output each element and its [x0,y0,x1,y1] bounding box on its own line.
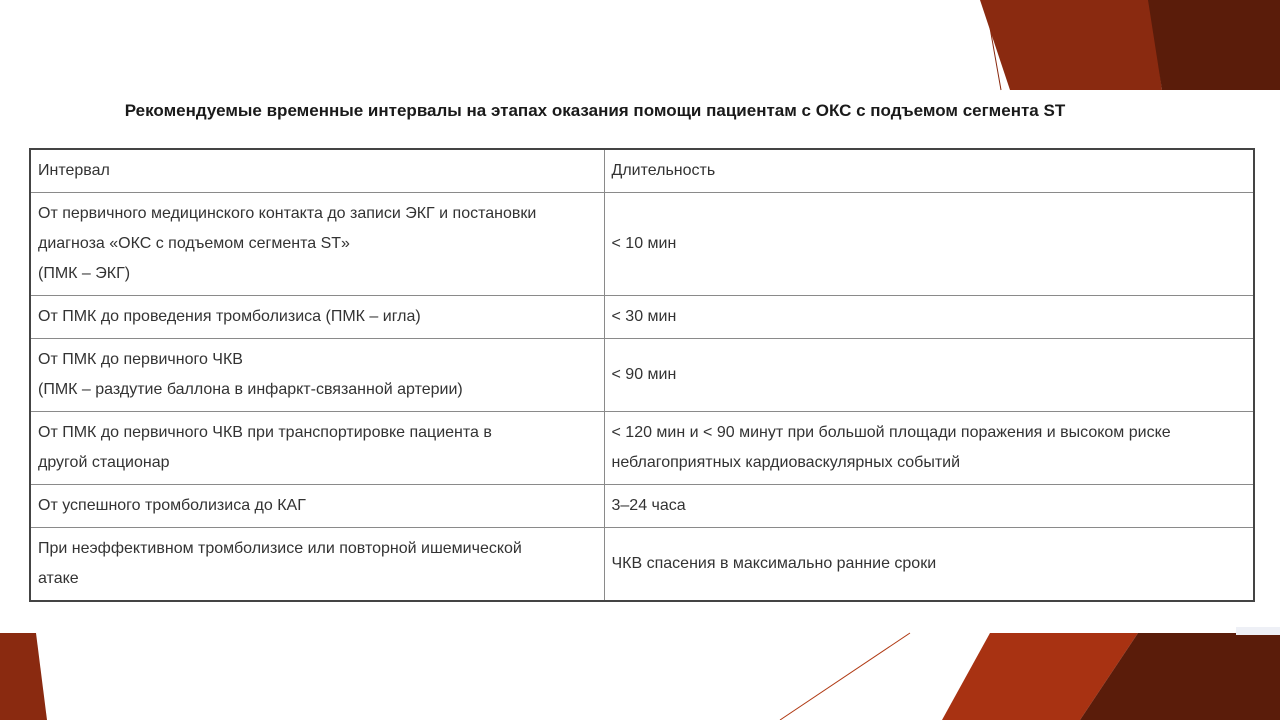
slide-title: Рекомендуемые временные интервалы на этапах оказания помощи пациентам с ОКС с подъемом сегмента ST [124,101,1066,120]
duration-cell [604,412,1254,485]
duration-line: неблагоприятных кардиоваскулярных событий [611,454,961,471]
duration-line: 3–24 часа [611,497,686,514]
duration-cell [604,485,1254,528]
top-right-accent-shape [980,0,1162,90]
interval-cell [30,412,604,485]
interval-cell [30,193,604,296]
bottom-left-accent-shape [0,633,47,720]
interval-line: другой стационар [38,454,170,471]
interval-cell [30,296,604,339]
table-row [30,339,1254,412]
interval-line: От успешного тромболизиса до КАГ [38,497,306,514]
bottom-accent-line [780,633,910,720]
table-row [30,193,1254,296]
table-row [30,296,1254,339]
interval-line: От ПМК до первичного ЧКВ [38,351,243,368]
interval-line: От ПМК до первичного ЧКВ при транспортировке пациента в [38,424,492,441]
interval-line: От первичного медицинского контакта до записи ЭКГ и постановки [38,205,537,222]
bottom-right-highlight [1236,627,1280,635]
interval-line: При неэффективном тромболизисе или повторной ишемической [38,540,522,557]
interval-line: От ПМК до проведения тромболизиса (ПМК – игла) [38,308,421,325]
intervals-table-container [29,148,1253,602]
table-row [30,485,1254,528]
interval-line: (ПМК – раздутие баллона в инфаркт-связанной артерии) [38,381,463,398]
interval-line: атаке [38,570,79,587]
header-duration: Длительность [604,149,1254,193]
table-row [30,412,1254,485]
table-row [30,528,1254,602]
intervals-table [29,148,1255,602]
duration-line: < 90 мин [611,366,677,383]
interval-line: диагноза «ОКС с подъемом сегмента ST» [38,235,350,252]
interval-cell [30,528,604,602]
top-right-dark-shape [1148,0,1280,90]
duration-cell [604,296,1254,339]
interval-cell [30,485,604,528]
duration-cell [604,339,1254,412]
duration-cell [604,193,1254,296]
interval-line: (ПМК – ЭКГ) [38,265,131,282]
table-header-row [30,149,1254,193]
duration-line: < 30 мин [611,308,677,325]
duration-line: < 10 мин [611,235,677,252]
duration-line: ЧКВ спасения в максимально ранние сроки [611,555,937,572]
header-interval: Интервал [30,149,604,193]
duration-cell [604,528,1254,602]
interval-cell [30,339,604,412]
duration-line: < 120 мин и < 90 минут при большой площади поражения и высоком риске [611,424,1171,441]
